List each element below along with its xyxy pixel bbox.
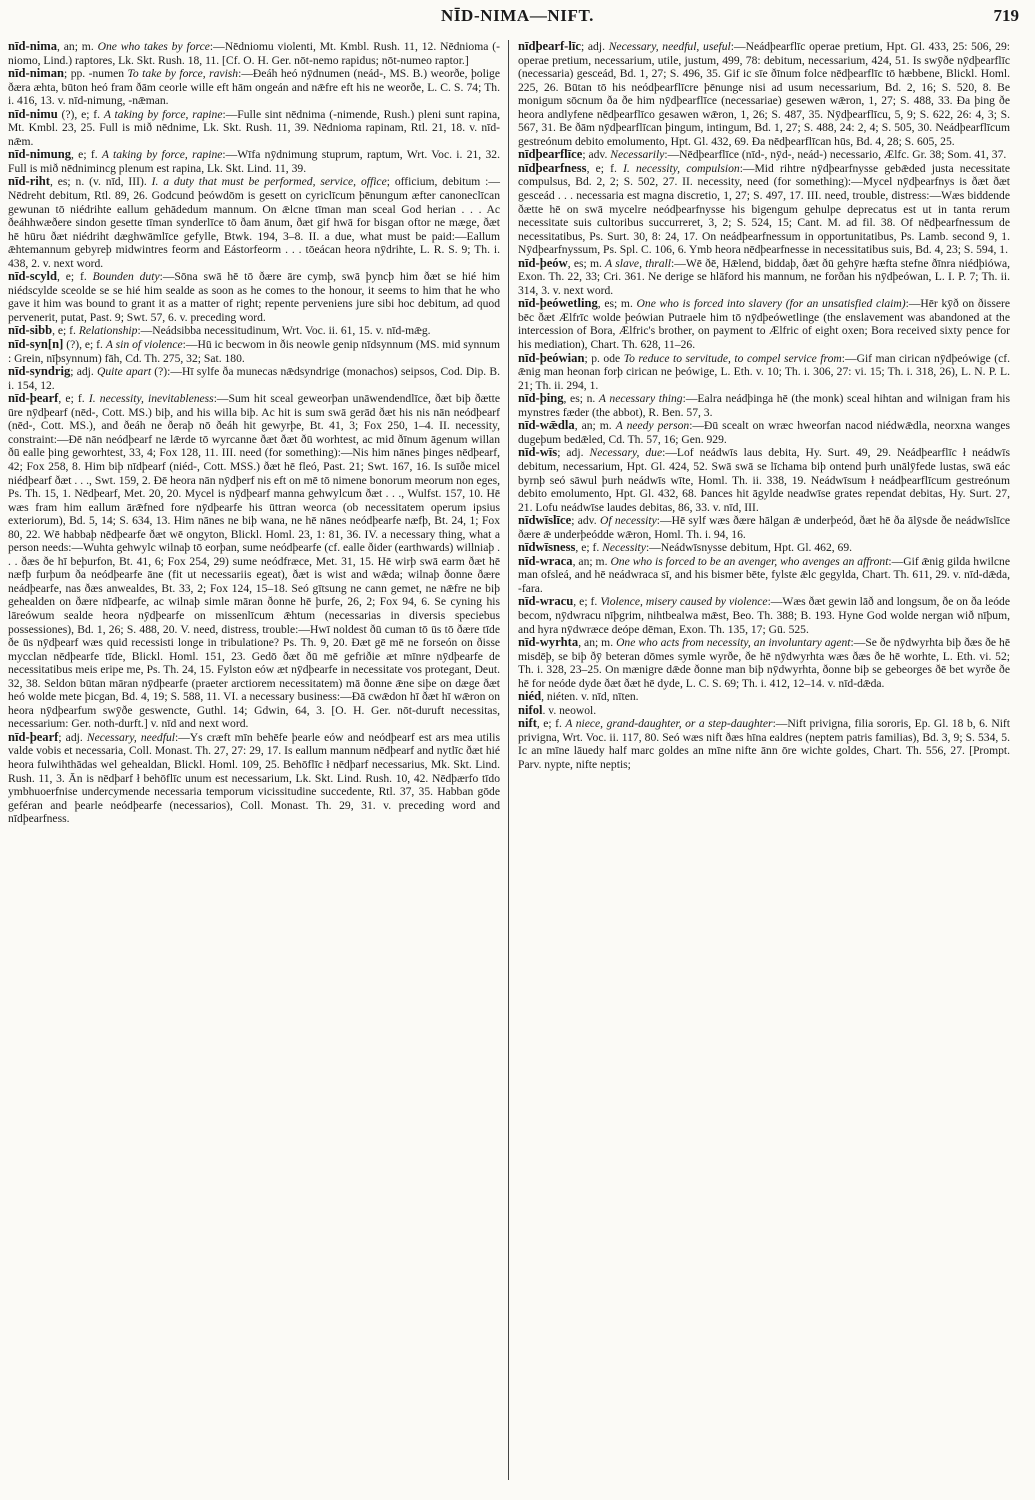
entry-body: :—Fulle sint nēdnima (-nimende, Rush.) pleni sunt rapina, Mt. Kmbl. 23, 25. Full is mið nēdnime, Lk. Skt. Rush. 11, 39. Nēdnioma rapinam, Rtl. 21, 18. v. nīd-nǣm.	[8, 107, 500, 148]
entry-headword: nīd-syn[n]	[8, 337, 64, 352]
entry-gloss: One who is forced to be an avenger, who avenges an affront	[610, 554, 889, 568]
entry-gloss: I. necessity, inevitableness	[88, 392, 214, 406]
entry-headword: nīd-þeówian	[518, 350, 585, 365]
entry-gloss: Necessity	[602, 541, 646, 555]
entry-headword: nīd-wraca	[518, 553, 573, 568]
entry-headword: nīd-wracu	[518, 594, 574, 609]
entry-headword: nīd-þearf	[8, 729, 59, 744]
entry-headword: niéd	[518, 689, 542, 704]
entry-headword: nīd-wīs	[518, 445, 558, 460]
dictionary-entry	[8, 270, 500, 324]
dictionary-entry	[518, 717, 1010, 771]
entry-gloss: Bounden duty	[92, 270, 160, 284]
entry-body: :—Mid rihtre nȳdþearfnysse gebǣded justa necessitate compulsus, Bd. 2, 2; S. 502, 27. II. necessity, need (for something):—Mycel nȳdþearfnys is ðæt ðæt gesceád . . . necessaria est magna discretio, 1, 27; S. 497, 17. III. need, trouble, distress:—Wæs biddende ðætte hē on swā mycelre neódþearfnysse his bigengum gehulpe deprecatus est ut in tanta rerum necessitate suis cultoribus succurreret, 3, 2; S. 524, 15; Cant. M. ad fil. 38. Of nēdþearfnessum de necessitatibus, Ps. Surt. 30, 8: 24, 17. On neádþearfnessum in opportunitatibus, Ps. Lamb. second 9, 1. Nȳdþearfnyssum, Ps. Spl. C. 106, 6. Ymb heora nēdþearfnesse in necessitatibus suis, Bd. 4, 23; S. 594, 1.	[518, 161, 1010, 257]
entry-headword: nīd-wyrhta	[518, 635, 579, 650]
entry-grammar: ; adv.	[582, 148, 611, 162]
dictionary-entry	[518, 352, 1010, 393]
entry-body: :—Ðeáh heó nȳdnumen (neád-, MS. B.) weorðe, þolige ðæra æhta, būton heó fram ðām ceorle wille eft hām ongeán and nǣfre eft his ne weorðe, L. C. S. 74; Th. i. 416, 13. v. nīd-nimung, -nǣman.	[8, 67, 500, 108]
entry-body: :—Neádþearflīc operae pretium, Hpt. Gl. 433, 25: 506, 29: operae pretium, necessarium, utile, justum, 499, 78: debitum, necessarium, 424, 51. Is swȳðe nȳdþearflīc (necessaria) gesceád, Bd. 1, 27; S. 496, 35. Gif ic sīe ðīnum folce nēdþearflīc tō hæbbene, Blickl. Homl. 225, 26. Būtan tō his neódþearflīcre þēnunge nisi ad usum necessarium, Bd. 2, 16; S. 520, 8. Be monigum sōcnum ða ðe him nȳdþearflīce (necessariae) gesewen wǣron, 1, 27; S. 488, 33. Ða þing ðe heora andlyfene nēdþearflīco gesawen wǣron, 1, 26; S. 487, 35. Nȳdþearflīcu, 5, 9; S. 622, 26: 4, 3; S. 567, 31. Be ðām nȳdþearflīcan þingum, intingum, Bd. 1, 27; S. 488, 24: 2, 4; S. 505, 30. Neádþearflīcum gestreónum debito emolumento, Hpt. Gl. 432, 69. Ða nēdþearflīcan hūs, Bd. 4, 28; S. 605, 25.	[518, 40, 1010, 148]
entry-headword: nīd-nimung	[8, 147, 71, 162]
dictionary-entry	[8, 67, 500, 108]
entry-grammar: , es; m.	[567, 256, 606, 270]
dictionary-entry	[8, 175, 500, 270]
dictionary-entry	[8, 108, 500, 149]
entry-headword: nīd-scyld	[8, 269, 57, 284]
entry-headword: nīdþearfness	[518, 160, 587, 175]
dictionary-entry	[518, 595, 1010, 636]
entry-grammar: .	[542, 703, 549, 717]
column-divider	[508, 40, 509, 1480]
dictionary-entry	[518, 392, 1010, 419]
entry-headword: nīd-syndrig	[8, 364, 71, 379]
page-running-title: NĪD-NIMA—NIFT.	[440, 6, 595, 25]
dictionary-entry	[8, 324, 500, 338]
dictionary-entry	[518, 704, 1010, 718]
entry-grammar: , an; m.	[572, 554, 611, 568]
entry-grammar: , e; f.	[573, 595, 601, 609]
entry-gloss: One who takes by force	[97, 40, 210, 53]
dictionary-entry	[518, 541, 1010, 555]
entry-gloss: I. a duty that must be performed, service, office	[151, 175, 387, 189]
entry-body: :—Ðū scealt on wræc hweorfan nacod niédwǣdla, neorxna wanges dugeþum bedǣled, Cd. Th. 57, 16; Gen. 929.	[518, 419, 1011, 446]
entry-gloss: Of necessity	[599, 514, 657, 528]
entry-gloss: Necessary, needful, useful	[608, 40, 731, 53]
entry-body: :—Neádsibba necessitudinum, Wrt. Voc. ii. 61, 15. v. nīd-mǣg.	[137, 324, 431, 338]
entry-grammar: , e; f.	[586, 161, 624, 175]
entry-headword: nīdwīsness	[518, 540, 576, 555]
entry-grammar: , e; f.	[536, 717, 566, 731]
dictionary-entry	[518, 40, 1010, 148]
entry-gloss: Violence, misery caused by violence	[600, 595, 768, 609]
entry-gloss: To take by force, ravish	[127, 67, 239, 81]
entry-body: (?):—Hī sylfe ða munecas nǣdsyndrige (monachos) seipsos, Cod. Dip. B. i. 154, 12.	[8, 365, 500, 392]
entry-grammar: ; adv.	[571, 514, 600, 528]
entry-body: :—Sōna swā hē tō ðære āre cymþ, swā þyncþ him ðæt se hié him niédscylde sceolde se se hié him sealde as soon as he comes to the honour, it seems to him that he who gave it him was bound to grant it as a matter of right; repente perveniens jure sibi hoc debitum, ad quod pervenerit, putat, Past. 9; Swt. 57, 6. v. preceding word.	[8, 270, 500, 324]
entry-body: :—Nift privigna, filia sororis, Ep. Gl. 18 b, 6. Nift privigna, Wrt. Voc. ii. 117, 80. Seó wæs nift ðæs hīna ealdres (neptem patris familias), Bd. 3, 9; S. 534, 5. Ic an mīne lāuedy half marc goldes an mīne nifte ānn ōre wichte goldes, Chart. Th. 556, 27. [Prompt. Parv. nypte, nifte neptis;	[518, 717, 1010, 771]
entry-grammar: ; adj.	[580, 40, 609, 53]
entry-headword: nīd-wǣdla	[518, 418, 575, 433]
dictionary-entry	[518, 514, 1010, 541]
entry-grammar: , es; n.	[563, 392, 599, 406]
entry-gloss: Quite apart	[97, 365, 152, 379]
entry-headword: nīdþearf-līc	[518, 39, 581, 53]
entry-grammar: , e; f.	[58, 392, 89, 406]
dictionary-entry	[518, 555, 1010, 596]
entry-gloss: Necessary, due	[589, 446, 663, 460]
dictionary-entry	[8, 365, 500, 392]
entry-body: :—Nēdþearflīce (nīd-, nȳd-, neád-) necessario, Ælfc. Gr. 38; Som. 41, 37.	[664, 148, 1007, 162]
entry-body: :—Wē ðē, Hǣlend, biddaþ, ðæt ðū gehȳre hæfta stefne ðīnra niédþiówa, Exon. Th. 22, 33; Cri. 361. Ne derige se hlāford his mannum, ne forðan his nȳdþeówan, L. I. P. 7; Th. ii. 314, 3. v. next word.	[518, 256, 1010, 297]
dictionary-entry	[518, 257, 1010, 298]
entry-headword: nīd-þeów	[518, 255, 568, 270]
dictionary-entry	[8, 148, 500, 175]
page-header	[0, 6, 1035, 36]
entry-gloss: I. necessity, compulsion	[623, 161, 740, 175]
entry-headword: nīd-nimu	[8, 106, 58, 121]
entry-grammar: , niéten.	[541, 690, 582, 704]
entry-grammar: , an; m.	[57, 40, 98, 53]
dictionary-entry	[518, 162, 1010, 257]
entry-grammar: , e; f.	[71, 148, 102, 162]
entry-grammar: ; adj.	[58, 730, 87, 744]
entry-grammar: , e; f.	[57, 270, 93, 284]
entry-gloss: Necessarily	[610, 148, 665, 162]
entry-headword: nīdwīslīce	[518, 513, 572, 528]
entry-grammar: , es; n. (v. nīd, III).	[50, 175, 152, 189]
entry-gloss: A sin of violence	[105, 338, 183, 352]
entry-grammar: , es; m.	[597, 297, 637, 311]
entry-body: :—Hē sylf wæs ðære hālgan ǣ underþeód, ðæt hē ða ālȳsde ðe neádwīslīce ðære ǣ underþeódde wǣron, Homl. Th. i. 94, 16.	[518, 514, 1011, 541]
entry-body: :—Gif man cirican nȳdþeówige (cf. ǣnig man heonan forþ cirican ne þeówige, L. Eth. v. 10; Th. i. 306, 27: vi. 15; Th. i. 318, 26), L. N. P. L. 21; Th. ii. 294, 1.	[518, 351, 1011, 392]
page-number: 719	[993, 6, 1019, 25]
entry-gloss: Necessary, needful	[86, 730, 175, 744]
entry-body: :—Lof neádwīs laus debita, Hy. Surt. 49, 29. Neádþearflīc ł neádwīs debitum, necessarium, Hpt. Gl. 424, 52. Swā swā se līchama biþ ontend þurh unālȳfede lustas, swā eác byrnþ seó sāwul þurh neádwīs wīte, Homl. Th. ii. 338, 19. Neádwīsum ł neádþearflīcum gestreónum debito emolumento, Hpt. Gl. 432, 68. Þances hit āgylde neadwīse grates rependat debitas, Hy. Surt. 27, 21. Lofu neádwīse laudes debitas, 86, 33. v. nīd, III.	[518, 446, 1011, 514]
dictionary-entry	[518, 419, 1010, 446]
entry-gloss: A taking by force, rapine	[103, 107, 223, 121]
entry-body: :—Se ðe nȳdwyrhta biþ ðæs ðe hē misdēþ, se biþ ðȳ beteran dōmes symle wyrðe, ðe hē nȳdwyrhta wæs ðæs ðe hē worhte, L. Eth. vi. 52; Th. i. 328, 23–25. On mænigre dǣde ðonne man biþ nȳdwyrhta, ðonne biþ se gebeorges ðē bet wyrðe ðe hē for neóde dyde ðæt ðæt hē dyde, L. C. S. 69; Th. i. 412, 12–14. v. nīd-dǣda.	[518, 636, 1010, 690]
entry-headword: nīd-þeówetling	[518, 296, 598, 311]
entry-headword: nīd-riht	[8, 174, 50, 189]
entry-headword: nīdþearflīce	[518, 147, 583, 162]
entry-body: ; officium, debitum :—Nēdreht debitum, Rtl. 89, 26. Godcund þeówdōm is gesett on cyriclīcum þēnungum æfter canoneclīcan gewunan tō niédrihte eallum gehādedum mannum. On ǣlcne tīman man sceal God herian . . . Ac ðeáhhwæðere sindon gesette tīman synderlīce tō ðam ānum, ðæt gif hwā for bisgan oftor ne mæge, ðæt hē hūru ðæt niédriht dæghwāmlīce gefylle, Btwk. 194, 3–8. II. a due, what must be paid:—Eallum ǣhtemannum gebyreþ midwintres feorm and Eástorfeorm . . . tōeácan heora nȳdrihte, L. R. S. 9; Th. i. 438, 2. v. next word.	[8, 175, 500, 270]
right-column	[518, 40, 1010, 772]
entry-body: v. neowol.	[548, 703, 597, 717]
entry-gloss: A needy person	[615, 419, 690, 433]
entry-body: :—Gif ǣnig gilda hwilcne man ofsleá, and hē neádwraca sī, and his bismer bēte, fylste ǣlc gegylda, Chart. Th. 611, 29. v. nīd-dǣda, -fara.	[518, 554, 1010, 595]
dictionary-entry	[8, 338, 500, 365]
entry-grammar: (?), e; f.	[57, 107, 104, 121]
dictionary-entry	[8, 392, 500, 731]
dictionary-entry	[518, 148, 1010, 162]
entry-body: :—Ealra neádþinga hē (the monk) sceal hihtan and wilnigan fram his mynstres fæder (the abbot), R. Ben. 57, 3.	[518, 392, 1011, 419]
left-column	[8, 40, 500, 826]
entry-body: :—Sum hit sceal geweorþan unāwendendlīce, ðæt biþ ðætte ūre nȳdþearf (nēd-, Cott. MS.) biþ, and his willa biþ. Ac hit is sum swā gerād ðæt his nis nān neódþearf (nēd-, Cott. MS.), and ðeáh ne ðeraþ nō ðeáh hit gewyrþe, Bt. 41, 3; Fox 250, 1–4. II. necessity, constraint:—Ðē nān neódþearf ne lǣrde tō wyrcanne ðæt ðæt ðū worhtest, ac mid ðīnum āgenum willan ðū ealle þing geworhtest, 33, 4; Fox 128, 11. III. need (for something):—Nis him nānes þinges nēdþearf, 42; Fox 258, 8. Him biþ nīdþearf (niéd-, Cott. MSS.) ðæt hē fleó, Past. 21; Swt. 167, 16. Is suīðe micel niédþearf ðæt . . ., Swt. 159, 2. Ðē heora nān nȳdþerf nis eft on mē tō nimene bonorum meorum non eges, Ps. Th. 15, 1. Nēdþearf, Met. 20, 20. Mycel is nȳdþearf manna gehwylcum ðæt . . ., Wulfst. 157, 10. Hē wæs fram him eallum ārǣfned fore nȳdþearfe his ūttran weorca (ob necessitatem operum ipsius exteriorum), Bd. 5, 14; S. 634, 13. Him nānes ne biþ wana, ne hē nānes neódþearfe næfþ, Bt. 24, 1; Fox 80, 22. Wē habbaþ nēdþearfe ðæt wē ongyton, Blickl. Homl. 23, 1: 81, 36. IV. a necessary thing, what a person needs:—Wuhta gehwylc wilnaþ tō eorþan, sume neódþearfe (cf. ealle ðider (earthwards) willniaþ . . . ðæs ðe hī beþurfon, Bt. 41, 6; Fox 254, 29) sume neódfræce, Met. 31, 15. Hē wirþ swā earm ðæt hē næfþ furþum ða neódþearfe āne (fit ut necessariis egeat), ðæt is wist and wǣda; wilnaþ ðonne ðære neádþearfe, nas ðæs anwealdes, Bt. 33, 2; Fox 124, 15–18. Seó gītsung ne cann gemet, ne nǣfre ne biþ gehealden on ðære nīdþearfe, ac wilnaþ simle māran ðonne hē þurfe, 26, 2; Fox 94, 6. Se cyning his lāreówum sealde heora nȳdþearfe on missenlīcum ǣhtum (necessarias in diversis speciebus possessiones), Bd. 1, 26; S. 488, 20. V. need, distress, trouble:—Hwī noldest ðū cuman tō ūs tō ðære tīde ðe ūs nȳdþearf wæs quid recessisti longe in tribulatione? Ps. Th. 9, 20. Ðæt gē mē ne forseón on ðisse mycclan nēdþearfe tīde, Blickl. Homl. 151, 23. Gedō ðæt ðū mē gefriðie æt mīnre nȳdþearfe de necessitatibus meis eripe me, Ps. Th. 24, 15. Fylston eów æt nȳdþearfe in necessitate vos protegant, Deut. 32, 38. Seldon būtan māran nȳdþearfe (praeter arctiorem necessitatem) mā ðonne ǣne siþe on dæge ðæt heó wolde mete þicgan, Bd. 4, 19; S. 588, 11. VI. a necessary business:—Ðā cwǣdon hī ðæt hī wǣron on heora nȳdþearfum swȳðe geswencte, Guthl. 14; Gdwin, 64, 3. [O. H. Ger. nōt-duruft necessitas, necessarium: Ger. noth-durft.] v. nīd and next word.	[8, 392, 500, 731]
dictionary-entry	[518, 297, 1010, 351]
entry-body: :—Hū ic becwom in ðis neowle genip nīdsynnum (MS. mid synnum : Grein, nīþsynnum) fāh, Cd. Th. 275, 32; Sat. 180.	[8, 338, 500, 365]
entry-grammar: ; p. ode	[584, 351, 624, 365]
entry-headword: nifol	[518, 702, 543, 717]
entry-grammar: , e; f.	[52, 324, 79, 338]
entry-body: :—Ys cræft mīn behēfe þearle eów and neódþearf est ars mea utilis valde vobis et necessaria, Coll. Monast. Th. 27, 27: 29, 17. Is eallum mannum nēdþearf and nytlīc ðæt hié heora fulwihthādas wel gehealdan, Blickl. Homl. 109, 25. Behōflīc ł nēdþarf necessarius, Mk. Skt. Lind. Rush. 11, 3. Ān is nēdþarf ł behōflīc unum est necessarium, Lk. Skt. Lind. Rush. 10, 42. Nēdþærfo tīdo ymbhuoerfnise undercymende necessaria temporum vicissitudine succedente, Rtl. 37, 35. Habban gōde geféran and þearle neódþearfe (necessarios), Coll. Monast. Th. 29, 31. v. preceding word and nīdþearfness.	[8, 730, 500, 826]
entry-grammar: ; pp. -numen	[64, 67, 128, 81]
entry-headword: nīd-þing	[518, 391, 564, 406]
entry-gloss: A taking by force, rapine	[101, 148, 223, 162]
entry-grammar: , an; m.	[574, 419, 616, 433]
entry-body: :—Neádwīsnysse debitum, Hpt. Gl. 462, 69.	[645, 541, 853, 555]
dictionary-entry	[518, 636, 1010, 690]
entry-body: :—Hēr kȳð on ðissere bēc ðæt Ælfrīc wolde þeówian Putraele him tō nȳdþeówetlinge (the enslavement was abandoned at the intercession of Bora, Ælfric's brother, on payment to Ælfric of eight oxen; Bora received sixty pence for his mediation), Chart. Th. 628, 11–26.	[518, 297, 1011, 352]
entry-headword: nīd-þearf	[8, 391, 59, 406]
entry-grammar: , an; m.	[578, 636, 617, 650]
dictionary-entry	[518, 690, 1010, 704]
entry-body: :—Wīfa nȳdnimung stuprum, raptum, Wrt. Voc. i. 21, 32. Full is mið nēdnimincg plenum est rapina, Lk. Skt. Lind. 11, 39.	[8, 148, 500, 175]
dictionary-entry	[8, 40, 500, 67]
entry-grammar: ; adj.	[70, 365, 97, 379]
dictionary-entry	[518, 446, 1010, 514]
entry-gloss: One who is forced into slavery (for an unsatisfied claim)	[636, 297, 906, 311]
entry-grammar: ; adj.	[557, 446, 590, 460]
entry-grammar: (?), e; f.	[63, 338, 106, 352]
entry-body: :—Nēdniomu violenti, Mt. Kmbl. Rush. 11, 12. Nēdnioma (-niomo, Lind.) raptores, Lk. Skt. Rush. 18, 11. [Cf. O. H. Ger. nōt-nemo rapidus; nōt-numeo raptor.]	[8, 40, 500, 67]
entry-headword: nīd-nima	[8, 39, 57, 53]
entry-headword: nift	[518, 716, 537, 731]
entry-headword: nīd-sibb	[8, 323, 53, 338]
entry-body: :—Wæs ðæt gewin lāð and longsum, ðe on ða leóde becom, nȳdwracu nīþgrim, nihtbealwa mǣst, Beo. Th. 388; B. 193. Hyne God wolde nergan wið nīþum, and hyra nȳdwræce deópe dēman, Exon. Th. 135, 17; Gū. 525.	[518, 595, 1010, 636]
entry-headword: nīd-niman	[8, 66, 64, 81]
entry-gloss: To reduce to servitude, to compel service from	[623, 351, 842, 365]
entry-gloss: A slave, thrall	[605, 256, 671, 270]
entry-gloss: A necessary thing	[598, 392, 683, 406]
entry-gloss: Relationship	[78, 324, 138, 338]
entry-gloss: A niece, grand-daughter, or a step-daughter	[565, 717, 773, 731]
entry-grammar: , e; f.	[575, 541, 603, 555]
entry-gloss: One who acts from necessity, an involuntary agent	[616, 636, 851, 650]
dictionary-entry	[8, 731, 500, 826]
entry-body: v. nīd, nīten.	[581, 690, 639, 704]
